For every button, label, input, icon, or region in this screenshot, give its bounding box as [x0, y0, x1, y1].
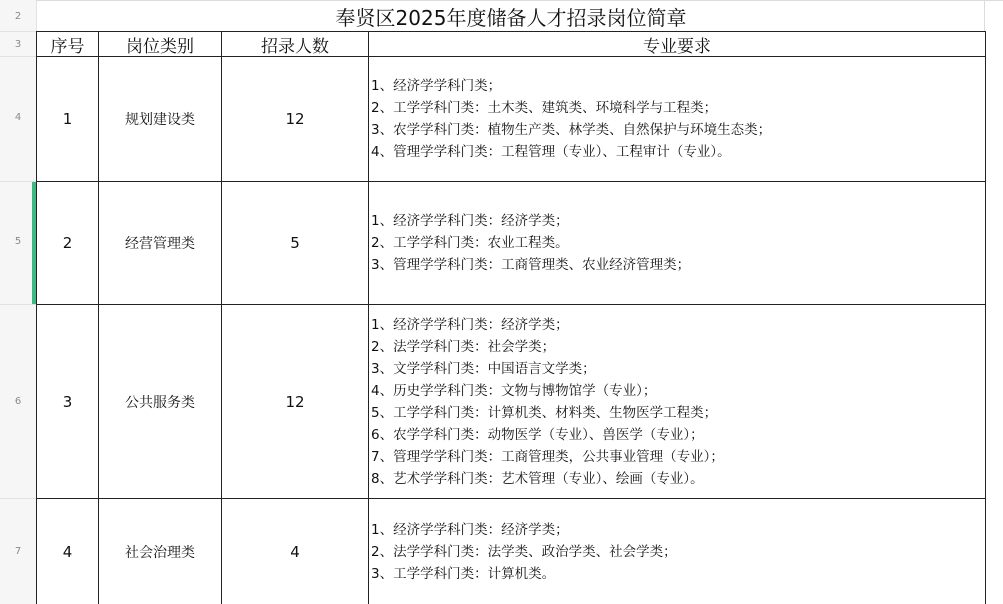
- row-no-cell[interactable]: 3: [62, 392, 73, 411]
- row-number[interactable]: 5: [14, 236, 22, 247]
- requirement-line: 3、管理学学科门类：工商管理类、农业经济管理类；: [371, 257, 691, 273]
- requirement-line: 3、文学学科门类：中国语言文学类；: [371, 360, 596, 377]
- count-cell[interactable]: 4: [290, 542, 300, 561]
- requirements-cell[interactable]: [369, 305, 985, 498]
- row-number[interactable]: 3: [14, 39, 22, 50]
- row-no-cell[interactable]: 1: [62, 110, 73, 128]
- category-cell[interactable]: 社会治理类: [125, 544, 195, 561]
- requirement-line: 1、经济学学科门类：经济学类；: [371, 316, 569, 333]
- requirements-cell[interactable]: [369, 57, 985, 181]
- requirement-line: 1、经济学学科门类：经济学类；: [371, 521, 569, 538]
- requirement-line: 2、工学学科门类：土木类、建筑类、环境科学与工程类；: [371, 100, 718, 116]
- requirement-line: 2、工学学科门类：农业工程类。: [371, 235, 569, 251]
- row-number[interactable]: 2: [14, 11, 22, 22]
- requirement-line: 1、经济学学科门类；: [371, 78, 502, 94]
- requirements-cell[interactable]: [369, 182, 985, 304]
- category-cell[interactable]: 经营管理类: [125, 236, 195, 252]
- requirement-line: 1、经济学学科门类：经济学类；: [371, 213, 569, 229]
- count-cell[interactable]: 12: [285, 110, 305, 128]
- count-cell[interactable]: 12: [285, 392, 305, 411]
- sheet-title[interactable]: 奉贤区2025年度储备人才招录岗位简章: [335, 6, 687, 30]
- header-no[interactable]: 序号: [50, 36, 85, 57]
- header-count[interactable]: 招录人数: [261, 36, 329, 57]
- category-cell[interactable]: 公共服务类: [125, 394, 195, 411]
- requirement-line: 7、管理学学科门类：工商管理类，公共事业管理（专业）；: [371, 448, 724, 465]
- requirement-line: 8、艺术学学科门类：艺术管理（专业）、绘画（专业）。: [371, 470, 704, 487]
- row-number[interactable]: 6: [14, 396, 22, 407]
- row-no-cell[interactable]: 4: [62, 542, 73, 561]
- row-number[interactable]: 4: [14, 112, 22, 123]
- requirement-line: 2、法学学科门类：社会学类；: [371, 338, 556, 355]
- requirement-line: 3、工学学科门类：计算机类。: [371, 565, 556, 582]
- requirement-line: 3、农学学科门类：植物生产类、林学类、自然保护与环境生态类；: [371, 122, 772, 138]
- requirement-line: 4、管理学学科门类：工程管理（专业）、工程审计（专业）。: [371, 144, 731, 160]
- category-cell[interactable]: 规划建设类: [125, 112, 195, 128]
- row-no-cell[interactable]: 2: [62, 234, 73, 252]
- requirement-line: 5、工学学科门类：计算机类、材料类、生物医学工程类；: [371, 404, 718, 421]
- header-category[interactable]: 岗位类别: [126, 36, 194, 57]
- requirements-cell[interactable]: [369, 499, 985, 604]
- requirement-line: 2、法学学科门类：法学类、政治学类、社会学类；: [371, 543, 677, 560]
- row-number[interactable]: 7: [14, 546, 22, 557]
- header-requirements[interactable]: 专业要求: [643, 36, 711, 57]
- requirement-line: 4、历史学学科门类：文物与博物馆学（专业）；: [371, 382, 657, 399]
- requirement-line: 6、农学学科门类：动物医学（专业）、兽医学（专业）；: [371, 426, 704, 443]
- count-cell[interactable]: 5: [290, 234, 300, 252]
